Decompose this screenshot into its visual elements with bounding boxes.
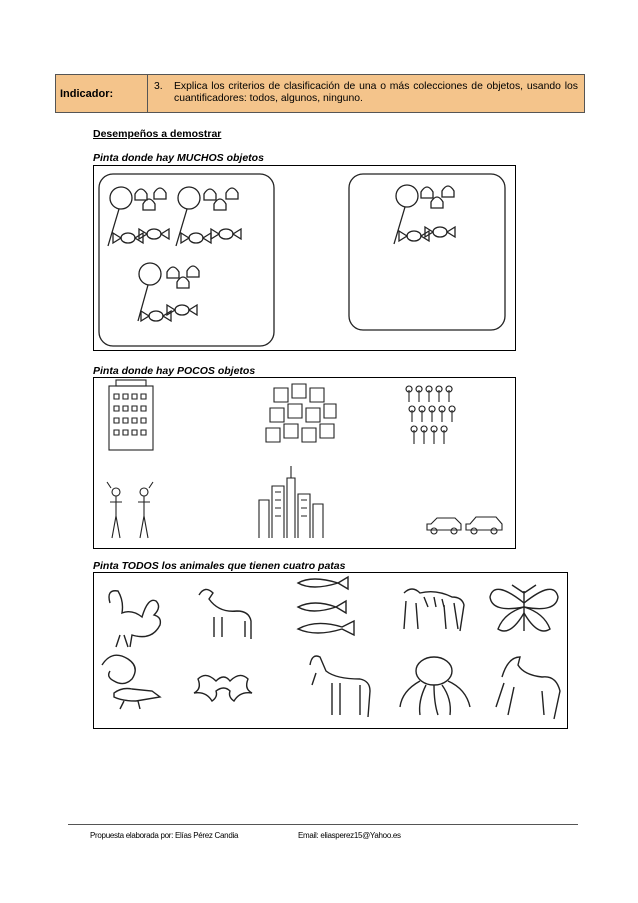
few-objects-frame — [93, 377, 516, 549]
many-objects-frame — [93, 165, 516, 351]
indicator-table — [55, 74, 585, 113]
animals-frame — [93, 572, 568, 729]
wrapped-candy-icon — [399, 227, 455, 241]
bat-icon[interactable] — [194, 675, 252, 701]
fish-icon[interactable] — [298, 577, 354, 635]
gumdrop-icon — [167, 266, 199, 288]
chameleon-crocodile-icon[interactable] — [102, 655, 160, 709]
indicator-number: 3. — [154, 81, 163, 92]
tiger-icon[interactable] — [404, 589, 464, 631]
many-objects-title: Pinta donde hay MUCHOS objetos — [93, 152, 264, 164]
performance-title: Desempeños a demostrar — [93, 128, 222, 140]
octopus-icon[interactable] — [400, 657, 470, 715]
turkey-icon[interactable] — [109, 591, 160, 647]
wrapped-candy-icon — [113, 229, 169, 243]
butterfly-icon[interactable] — [490, 585, 558, 631]
footer-email: Email: eliasperez15@Yahoo.es — [298, 831, 401, 840]
city-skyline-icon[interactable] — [259, 466, 323, 538]
gumdrop-icon — [421, 186, 454, 208]
indicator-text: Explica los criterios de clasificación de una o más colecciones de objetos, usando los cuantificadores: todos, algunos, ninguno. — [174, 81, 578, 104]
few-objects-title: Pinta donde hay POCOS objetos — [93, 365, 256, 377]
wrapped-candy-icon — [141, 305, 197, 321]
gumdrop-icon — [204, 188, 238, 210]
soldiers-crowd-icon[interactable] — [406, 386, 455, 444]
gumdrop-icon — [135, 188, 166, 210]
footer-author: Propuesta elaborada por: Elías Pérez Candia — [90, 831, 239, 840]
many-left-box[interactable] — [99, 174, 274, 346]
indicator-description — [148, 75, 584, 112]
traffic-jam-icon[interactable] — [266, 384, 336, 442]
footer-divider — [68, 824, 578, 825]
all-animals-title: Pinta TODOS los animales que tienen cuatro patas — [93, 560, 346, 572]
two-soldiers-icon[interactable] — [107, 482, 153, 538]
two-cars-icon[interactable] — [427, 517, 502, 534]
horse-icon[interactable] — [496, 657, 560, 719]
wrapped-candy-icon — [181, 229, 241, 243]
indicator-label: Indicador: — [56, 75, 148, 112]
goat-icon[interactable] — [310, 656, 370, 717]
building-icon[interactable] — [109, 380, 153, 450]
dog-icon[interactable] — [199, 589, 251, 639]
